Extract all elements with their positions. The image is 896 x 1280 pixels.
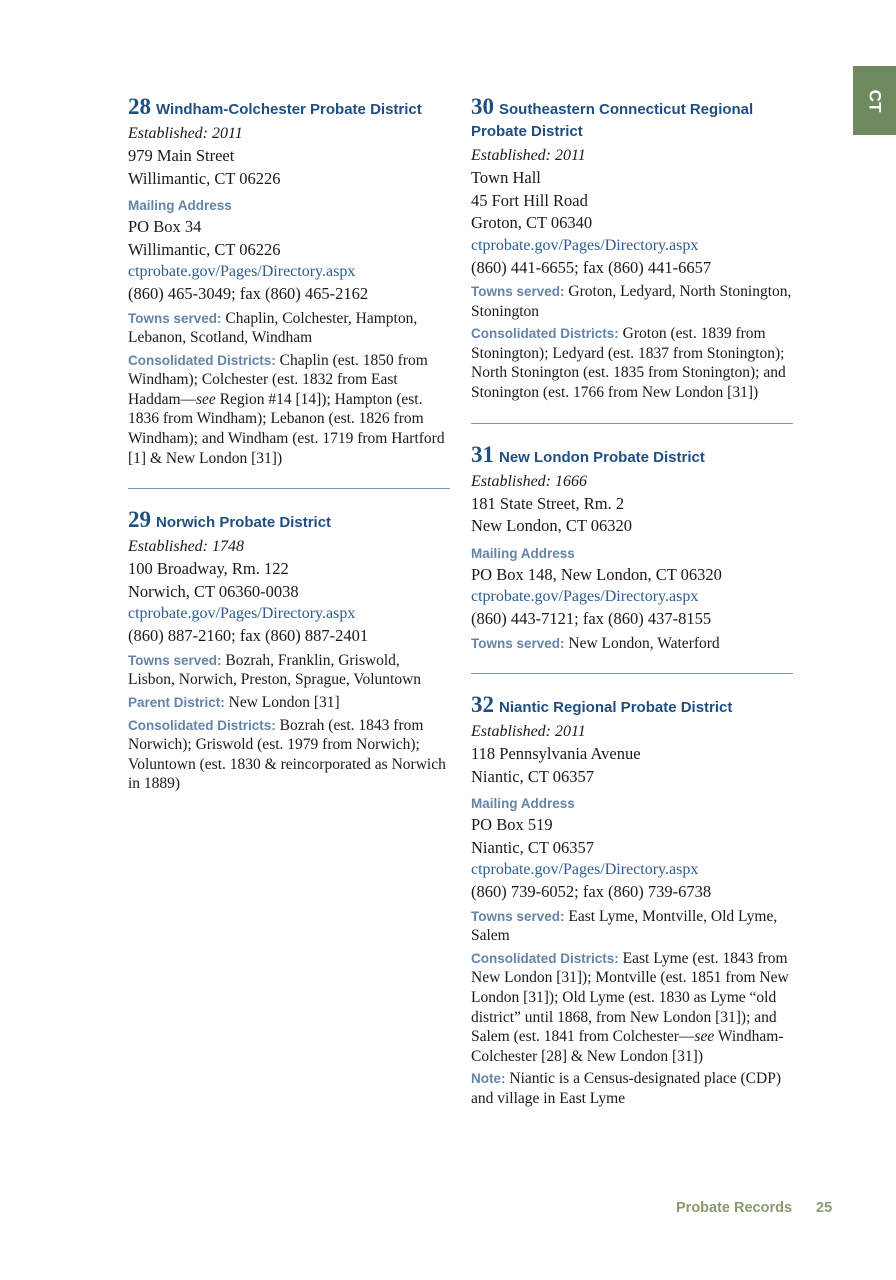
consolidated-districts xyxy=(471,949,793,1067)
section-divider xyxy=(471,423,793,424)
towns-served-label: Towns served: xyxy=(471,284,565,299)
consolidated-districts xyxy=(128,716,450,794)
established: Established: 1748 xyxy=(128,538,244,556)
district-name: Niantic Regional Probate District xyxy=(499,699,733,717)
mailing-line: PO Box 34 xyxy=(128,217,202,236)
state-tab xyxy=(853,66,896,135)
phone-fax: (860) 887-2160; fax (860) 887-2401 xyxy=(128,626,369,646)
established: Established: 2011 xyxy=(128,125,243,142)
parent-district-value: New London [31] xyxy=(228,693,340,711)
district-30-heading xyxy=(471,96,793,143)
consolidated-text: Bozrah (est. 1843 from Norwich); Griswold (est. 1979 from Norwich); Voluntown (est. 1830 & reincorporated as Norwich in 1889) xyxy=(128,716,446,793)
district-number: 28 xyxy=(128,94,151,119)
address-line: Town Hall xyxy=(471,168,541,187)
mailing-address-label: Mailing Address xyxy=(128,198,232,213)
address-line: Niantic, CT 06357 xyxy=(471,766,594,786)
directory-link[interactable]: ctprobate.gov/Pages/Directory.aspx xyxy=(471,236,699,254)
state-tab-label: CT xyxy=(865,89,885,112)
consolidated-text: Region #14 [14]); Hampton (est. 1836 from Windham); Lebanon (est. 1826 from Windham); and Windham (est. 1719 from Hartford [1] & New London [31]) xyxy=(128,390,445,467)
district-29 xyxy=(128,509,450,794)
consolidated-label: Consolidated Districts: xyxy=(471,326,619,342)
established: Established: 1666 xyxy=(471,472,587,490)
towns-served-value: Groton, Ledyard, North Stonington, Stonington xyxy=(471,283,792,320)
phone-fax: (860) 443-7121; fax (860) 437-8155 xyxy=(471,609,712,629)
address-line: 118 Pennsylvania Avenue xyxy=(471,744,641,764)
district-number: 30 xyxy=(471,94,494,119)
consolidated-districts xyxy=(128,351,450,469)
district-number: 31 xyxy=(471,441,494,467)
note-text: Niantic is a Census-designated place (CDP) and village in East Lyme xyxy=(471,1070,781,1107)
directory-link[interactable]: ctprobate.gov/Pages/Directory.aspx xyxy=(471,861,699,879)
parent-district-label: Parent District: xyxy=(128,694,225,710)
towns-served xyxy=(128,309,450,348)
consolidated-text: Chaplin (est. 1850 from Windham); Colchester (est. 1832 from East Haddam— xyxy=(128,351,428,408)
note-label: Note: xyxy=(471,1071,506,1087)
phone-fax: (860) 465-3049; fax (860) 465-2162 xyxy=(128,284,369,303)
phone-fax: (860) 739-6052; fax (860) 739-6738 xyxy=(471,882,712,902)
consolidated-text: Groton (est. 1839 from Stonington); Ledyard (est. 1837 from Stonington); North Stonington (est. 1835 from Stonington); and Stonington (est. 1766 from New London [31]) xyxy=(471,325,786,401)
consolidated-text: Windham-Colchester [28] & New London [31]) xyxy=(471,1028,784,1065)
towns-served xyxy=(471,282,793,321)
mailing-address-label: Mailing Address xyxy=(471,796,575,812)
address-line: Willimantic, CT 06226 xyxy=(128,168,281,188)
established: Established: 2011 xyxy=(471,147,586,164)
district-30 xyxy=(471,96,793,403)
towns-served xyxy=(128,651,450,690)
towns-served-label: Towns served: xyxy=(471,908,565,924)
address-line: 45 Fort Hill Road xyxy=(471,190,588,210)
consolidated-label: Consolidated Districts: xyxy=(471,950,619,966)
established: Established: 2011 xyxy=(471,723,586,741)
district-32 xyxy=(471,694,793,1108)
towns-served-value: New London, Waterford xyxy=(568,634,720,652)
towns-served-label: Towns served: xyxy=(128,310,222,326)
towns-served xyxy=(471,907,793,946)
directory-link[interactable]: ctprobate.gov/Pages/Directory.aspx xyxy=(471,588,699,606)
see-reference: see xyxy=(694,1028,715,1046)
district-number: 29 xyxy=(128,507,151,533)
district-name: Southeastern Connecticut Regional Probate District xyxy=(471,101,754,140)
mailing-line: Niantic, CT 06357 xyxy=(471,837,594,857)
district-number: 32 xyxy=(471,692,494,718)
consolidated-label: Consolidated Districts: xyxy=(128,717,276,733)
mailing-line: PO Box 519 xyxy=(471,815,553,835)
address-line: New London, CT 06320 xyxy=(471,516,633,536)
consolidated-districts xyxy=(471,324,793,402)
district-31 xyxy=(471,441,793,654)
district-28-heading xyxy=(128,96,450,121)
towns-served xyxy=(471,634,793,654)
address-line: 181 State Street, Rm. 2 xyxy=(471,493,625,513)
mailing-line: Willimantic, CT 06226 xyxy=(128,239,281,259)
right-column xyxy=(471,96,793,1109)
see-reference: see xyxy=(196,390,216,408)
mailing-address-label: Mailing Address xyxy=(471,545,575,561)
towns-served-value: East Lyme, Montville, Old Lyme, Salem xyxy=(471,907,778,945)
consolidated-label: Consolidated Districts: xyxy=(128,352,276,368)
directory-link[interactable]: ctprobate.gov/Pages/Directory.aspx xyxy=(128,263,356,280)
address-line: 979 Main Street xyxy=(128,146,235,165)
district-28 xyxy=(128,96,450,468)
mailing-line: PO Box 148, New London, CT 06320 xyxy=(471,564,722,584)
district-32-heading xyxy=(471,694,793,719)
towns-served-value: Bozrah, Franklin, Griswold, Lisbon, Norwich, Preston, Sprague, Voluntown xyxy=(128,651,422,689)
page-footer xyxy=(676,1200,832,1216)
section-divider xyxy=(128,488,450,489)
directory-link[interactable]: ctprobate.gov/Pages/Directory.aspx xyxy=(128,605,356,623)
parent-district xyxy=(128,693,450,713)
section-divider xyxy=(471,673,793,674)
towns-served-label: Towns served: xyxy=(128,652,222,668)
district-name: Norwich Probate District xyxy=(156,514,332,532)
page-number: 25 xyxy=(816,1200,833,1216)
towns-served-value: Chaplin, Colchester, Hampton, Lebanon, Scotland, Windham xyxy=(128,309,418,347)
consolidated-text: East Lyme (est. 1843 from New London [31]); Montville (est. 1851 from New London [31]); Old Lyme (est. 1830 as Lyme “old district” until 1868, from New London [31]); and Salem (est. 1841 from Colchester— xyxy=(471,949,789,1046)
phone-fax: (860) 441-6655; fax (860) 441-6657 xyxy=(471,257,712,277)
district-29-heading xyxy=(128,509,450,534)
towns-served-label: Towns served: xyxy=(471,635,565,651)
note xyxy=(471,1069,793,1108)
address-line: Groton, CT 06340 xyxy=(471,213,593,232)
address-line: Norwich, CT 06360-0038 xyxy=(128,581,299,601)
left-column xyxy=(128,96,450,794)
district-31-heading xyxy=(471,441,793,469)
district-name: New London Probate District xyxy=(499,448,705,466)
district-name: Windham-Colchester Probate District xyxy=(156,101,422,118)
footer-section-title: Probate Records xyxy=(676,1200,793,1216)
address-line: 100 Broadway, Rm. 122 xyxy=(128,559,289,579)
